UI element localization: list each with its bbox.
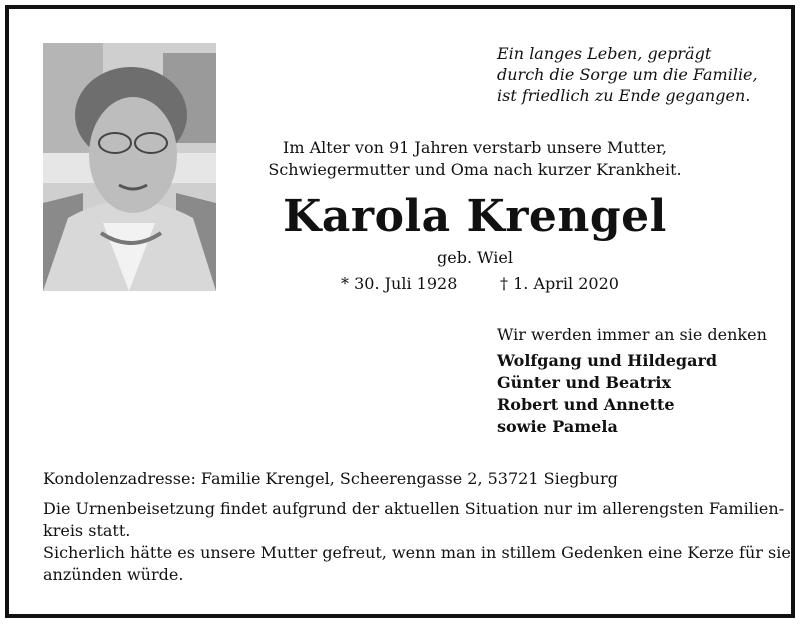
death-announcement-text <box>230 137 720 181</box>
quote-line: Ein langes Leben, geprägt <box>497 44 712 63</box>
notice-line: kreis statt. <box>43 521 131 540</box>
deceased-name: Karola Krengel <box>283 191 667 242</box>
death-date: † 1. April 2020 <box>500 274 619 293</box>
condolence-address: Kondolenzadresse: Familie Krengel, Scheerengasse 2, 53721 Siegburg <box>43 469 618 488</box>
birth-date: * 30. Juli 1928 <box>341 274 458 293</box>
intro-line: Schwiegermutter und Oma nach kurzer Krankheit. <box>268 160 682 179</box>
mourner-name: Robert und Annette <box>497 395 675 414</box>
intro-line: Im Alter von 91 Jahren verstarb unsere Mutter, <box>283 138 667 157</box>
quote-line: durch die Sorge um die Familie, <box>497 65 758 84</box>
mourners-list <box>497 350 717 438</box>
notice-line: Die Urnenbeisetzung findet aufgrund der aktuellen Situation nur im allerengsten Familien- <box>43 499 785 518</box>
notice-line: Sicherlich hätte es unsere Mutter gefreut, wenn man in stillem Gedenken eine Kerze für sie <box>43 543 791 562</box>
maiden-name: geb. Wiel <box>437 248 513 267</box>
notice-line: anzünden würde. <box>43 565 184 584</box>
quote-line: ist friedlich zu Ende gegangen. <box>497 86 751 105</box>
mourner-name: sowie Pamela <box>497 417 618 436</box>
funeral-notice <box>43 498 791 586</box>
mourner-name: Günter und Beatrix <box>497 373 672 392</box>
mourner-name: Wolfgang und Hildegard <box>497 351 718 370</box>
portrait-photo <box>43 43 216 291</box>
epitaph-quote <box>497 43 777 106</box>
remembrance-line: Wir werden immer an sie denken <box>497 325 767 344</box>
